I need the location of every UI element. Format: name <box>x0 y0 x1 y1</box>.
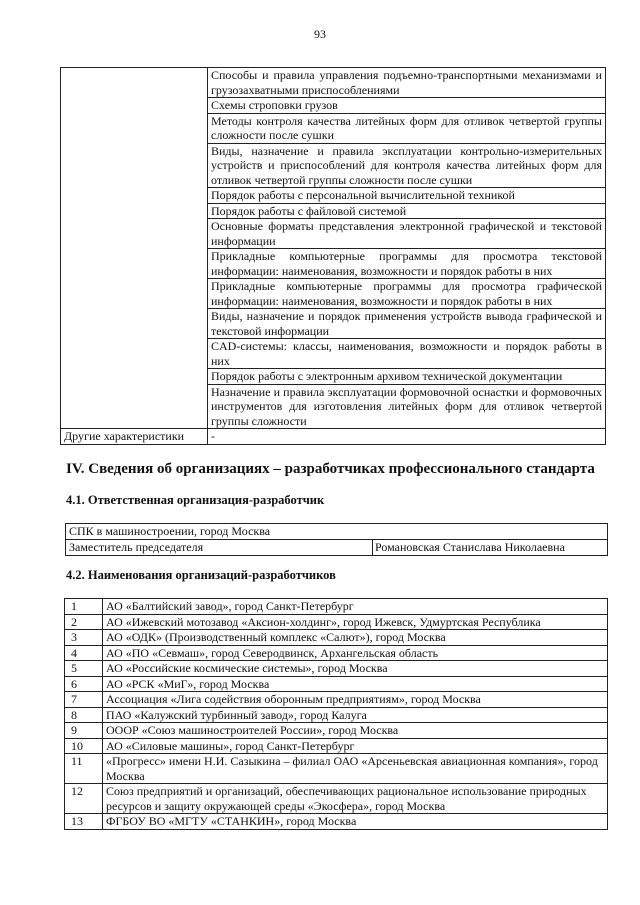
table-row <box>65 707 608 723</box>
developer-name: АО «ОДК» (Производственный комплекс «Салют»), город Москва <box>103 630 608 646</box>
knowledge-item: Основные форматы представления электронной графической и текстовой информации <box>208 219 606 249</box>
knowledge-item: Способы и правила управления подъемно-транспортными механизмами и грузозахватными приспособлениями <box>208 68 606 98</box>
table-row <box>66 524 608 540</box>
table-row <box>65 630 608 646</box>
knowledge-item: CAD-системы: классы, наименования, возможности и порядок работы в них <box>208 339 606 369</box>
developer-name: «Прогресс» имени Н.И. Сазыкина – филиал ОАО «Арсеньевская авиационная компания», город Москва <box>103 754 608 784</box>
row-number: 10 <box>65 738 103 754</box>
knowledge-item: Порядок работы с электронным архивом технической документации <box>208 369 606 385</box>
responsible-position: Заместитель председателя <box>66 540 373 556</box>
subsection-title-responsible: 4.1. Ответственная организация-разработчик <box>66 493 325 507</box>
row-number: 5 <box>65 661 103 677</box>
developer-name: ОООР «Союз машиностроителей России», город Москва <box>103 723 608 739</box>
table-row <box>65 723 608 739</box>
responsible-org-name: СПК в машиностроении, город Москва <box>66 524 608 540</box>
knowledge-item: Прикладные компьютерные программы для просмотра графической информации: наименования, возможности и порядок работы в них <box>208 279 606 309</box>
row-number: 7 <box>65 692 103 708</box>
knowledge-item: Прикладные компьютерные программы для просмотра текстовой информации: наименования, возможности и порядок работы в них <box>208 249 606 279</box>
row-number: 8 <box>65 707 103 723</box>
knowledge-item: Порядок работы с файловой системой <box>208 203 606 219</box>
table-row <box>61 429 606 445</box>
developers-table <box>64 598 608 830</box>
knowledge-item: Методы контроля качества литейных форм для отливок четвертой группы сложности после сушки <box>208 113 606 143</box>
table-row <box>65 645 608 661</box>
page-number: 93 <box>314 27 326 41</box>
knowledge-item: Виды, назначение и правила эксплуатации контрольно-измерительных устройств и приспособлений для контроля качества литейных форм для отливок четвертой группы сложности после сушки <box>208 143 606 188</box>
knowledge-item: Виды, назначение и порядок применения устройств вывода графической и текстовой информации <box>208 309 606 339</box>
other-characteristics-label: Другие характеристики <box>61 429 208 445</box>
row-number: 1 <box>65 599 103 615</box>
table-row <box>65 738 608 754</box>
other-characteristics-value: - <box>208 429 606 445</box>
row-number: 6 <box>65 676 103 692</box>
row-number: 12 <box>65 784 103 814</box>
row-number: 9 <box>65 723 103 739</box>
table-row <box>65 661 608 677</box>
developer-name: ПАО «Калужский турбинный завод», город Калуга <box>103 707 608 723</box>
row-number: 4 <box>65 645 103 661</box>
developer-name: АО «РСК «МиГ», город Москва <box>103 676 608 692</box>
row-number: 13 <box>65 814 103 830</box>
table-row <box>61 68 606 98</box>
knowledge-item: Назначение и правила эксплуатации формовочной оснастки и формовочных инструментов для изготовления литейных форм для отливок четвертой группы сложности <box>208 384 606 429</box>
developer-name: АО «Балтийский завод», город Санкт-Петербург <box>103 599 608 615</box>
developer-name: АО «Российские космические системы», город Москва <box>103 661 608 677</box>
table-row <box>65 784 608 814</box>
developer-name: Ассоциация «Лига содействия оборонным предприятиям», город Москва <box>103 692 608 708</box>
table-row <box>65 676 608 692</box>
responsible-org-table <box>65 523 608 556</box>
table-row <box>65 814 608 830</box>
knowledge-item: Порядок работы с персональной вычислительной техникой <box>208 188 606 204</box>
section-title: IV. Сведения об организациях – разработчиках профессионального стандарта <box>66 461 595 477</box>
row-number: 11 <box>65 754 103 784</box>
developer-name: АО «ПО «Севмаш», город Северодвинск, Архангельская область <box>103 645 608 661</box>
developer-name: АО «Силовые машины», город Санкт-Петербург <box>103 738 608 754</box>
table-row <box>65 599 608 615</box>
row-number: 3 <box>65 630 103 646</box>
knowledge-table <box>60 67 606 445</box>
table-row <box>65 692 608 708</box>
table-row <box>65 614 608 630</box>
subsection-title-developers: 4.2. Наименования организаций-разработчиков <box>66 568 336 582</box>
table-cell-empty <box>61 68 208 429</box>
responsible-person: Романовская Станислава Николаевна <box>373 540 608 556</box>
developer-name: Союз предприятий и организаций, обеспечивающих рациональное использование природных ресурсов и защиту окружающей среды «Экосфера», город Москва <box>103 784 608 814</box>
developer-name: ФГБОУ ВО «МГТУ «СТАНКИН», город Москва <box>103 814 608 830</box>
table-row <box>66 540 608 556</box>
knowledge-item: Схемы строповки грузов <box>208 98 606 114</box>
row-number: 2 <box>65 614 103 630</box>
developer-name: АО «Ижевский мотозавод «Аксион-холдинг», город Ижевск, Удмуртская Республика <box>103 614 608 630</box>
table-row <box>65 754 608 784</box>
